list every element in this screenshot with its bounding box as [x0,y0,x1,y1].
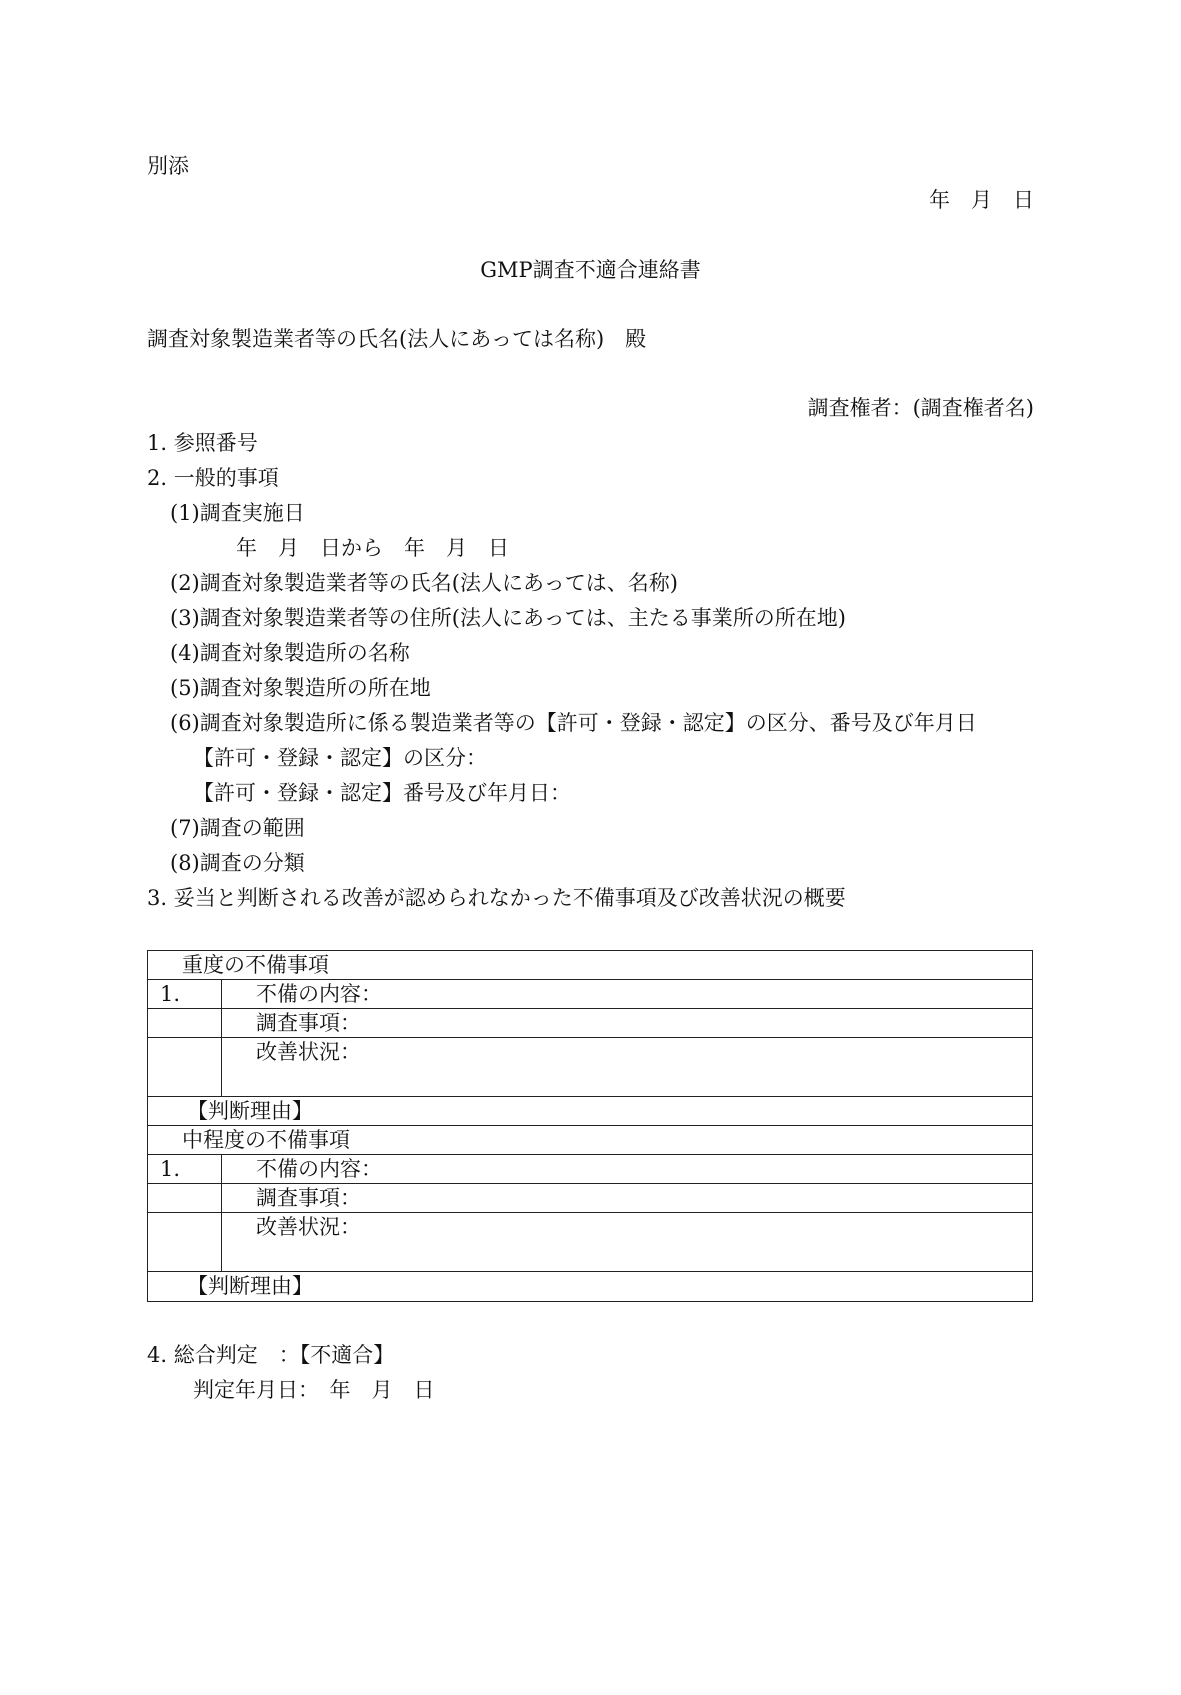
section-4-date: 判定年月日： 年 月 日 [193,1378,435,1402]
major-number: 1. [148,980,222,1008]
table-row [148,1009,1032,1038]
table-row [148,1184,1032,1213]
empty-cell [148,1213,222,1271]
addressee: 調査対象製造業者等の氏名(法人にあっては名称) 殿 [147,327,647,351]
empty-cell [148,1184,222,1212]
section-2-6-a: 【許可・登録・認定】の区分： [193,746,487,770]
table-row [148,1038,1032,1097]
section-2-6: (6)調査対象製造所に係る製造業者等の【許可・登録・認定】の区分、番号及び年月日 [170,711,977,735]
deficiency-table [147,950,1033,1302]
table-row [148,1126,1032,1155]
section-2-1: (1)調査実施日 [170,501,305,525]
table-row [148,951,1032,980]
inspector: 調査権者：(調査権者名) [807,396,1034,420]
moderate-item: 調査事項： [256,1186,361,1210]
table-row [148,1213,1032,1272]
major-content: 不備の内容： [256,982,382,1006]
date-line: 年 月 日 [929,188,1034,212]
document-title: GMP調査不適合連絡書 [480,258,701,282]
section-2-8: (8)調査の分類 [170,851,305,875]
attachment-label: 別添 [147,154,189,178]
section-1: 1. 参照番号 [147,431,258,455]
table-row [148,980,1032,1009]
major-status: 改善状況： [256,1040,361,1064]
empty-cell [148,1009,222,1037]
moderate-content: 不備の内容： [256,1157,382,1181]
table-row [148,1155,1032,1184]
moderate-status: 改善状況： [256,1215,361,1239]
section-2-7: (7)調査の範囲 [170,816,305,840]
section-2-2: (2)調査対象製造業者等の氏名(法人にあっては、名称) [170,571,678,595]
section-3: 3. 妥当と判断される改善が認められなかった不備事項及び改善状況の概要 [147,886,846,910]
major-item: 調査事項： [256,1011,361,1035]
section-2-6-b: 【許可・登録・認定】番号及び年月日： [193,781,571,805]
section-4: 4. 総合判定 ：【不適合】 [147,1343,395,1367]
section-2-1-dates: 年 月 日から 年 月 日 [236,536,509,560]
moderate-reason: 【判断理由】 [187,1274,313,1298]
section-2: 2. 一般的事項 [147,466,279,490]
section-2-5: (5)調査対象製造所の所在地 [170,676,431,700]
major-reason: 【判断理由】 [187,1099,313,1123]
section-2-4: (4)調査対象製造所の名称 [170,641,410,665]
section-2-3: (3)調査対象製造業者等の住所(法人にあっては、主たる事業所の所在地) [170,606,846,630]
table-row [148,1097,1032,1126]
major-heading: 重度の不備事項 [182,953,329,977]
moderate-number: 1. [148,1155,222,1183]
table-row [148,1272,1032,1301]
moderate-heading: 中程度の不備事項 [182,1128,350,1152]
empty-cell [148,1038,222,1096]
